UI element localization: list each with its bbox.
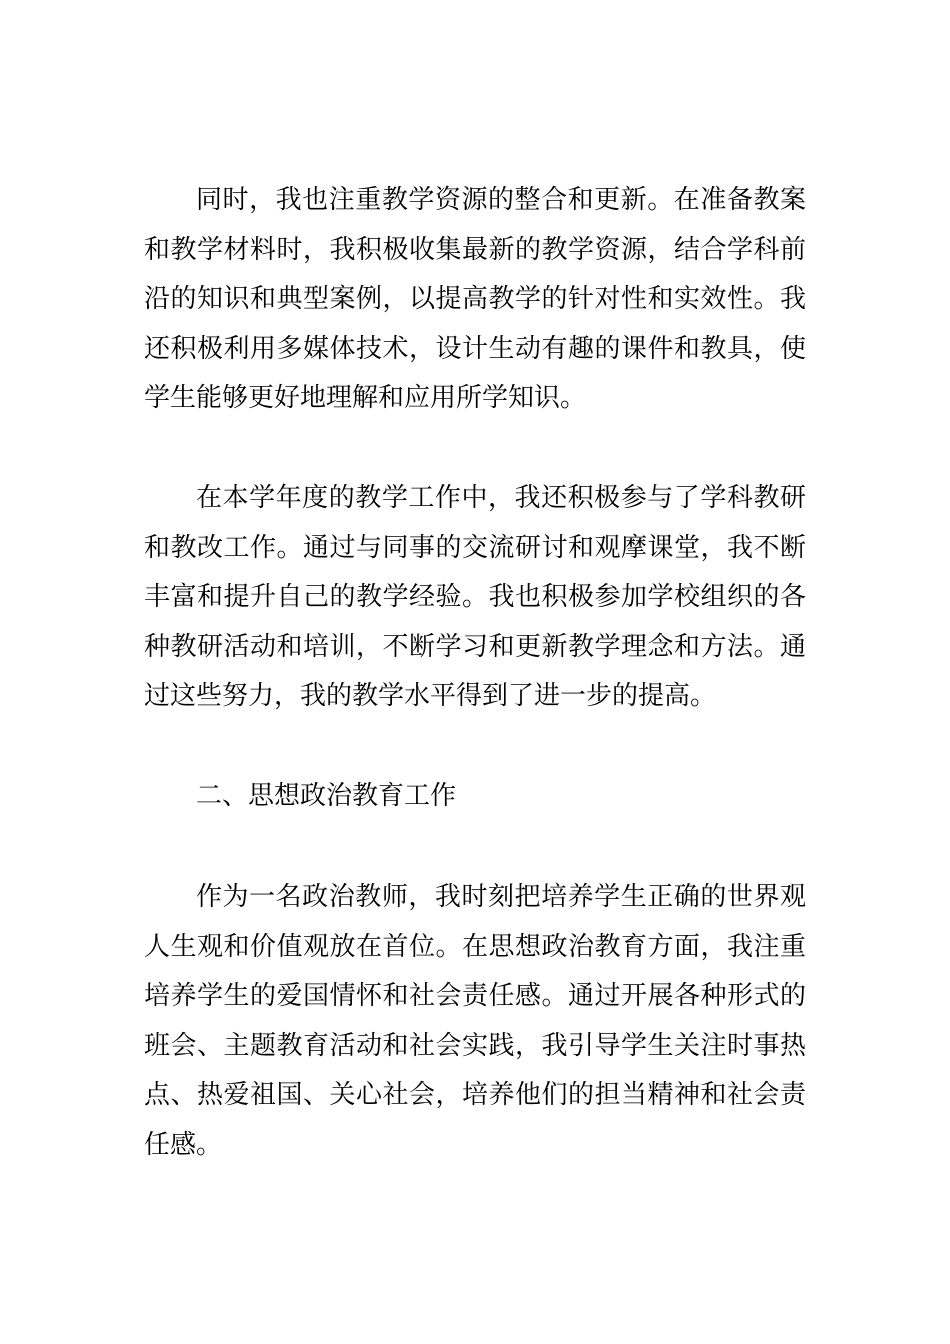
- text-line: 在本学年度的教学工作中，我还积极参与了学科教研: [196, 483, 806, 513]
- text-line: 种教研活动和培训，不断学习和更新教学理念和方法。通: [144, 631, 806, 662]
- text-line: 沿的知识和典型案例，以提高教学的针对性和实效性。我: [144, 284, 806, 314]
- text-line: 任感。: [144, 1129, 223, 1160]
- text-line: 和教学材料时，我积极收集最新的教学资源，结合学科前: [144, 234, 806, 265]
- text-line: 培养学生的爱国情怀和社会责任感。通过开展各种形式的: [144, 981, 806, 1011]
- paragraph-ideological-education: [144, 873, 806, 1170]
- text-line: 学生能够更好地理解和应用所学知识。: [144, 383, 587, 413]
- text-line: 和教改工作。通过与同事的交流研讨和观摩课堂，我不断: [144, 532, 806, 563]
- text-line: 点、热爱祖国、关心社会，培养他们的担当精神和社会责: [144, 1080, 806, 1110]
- text-line: 班会、主题教育活动和社会实践，我引导学生关注时事热: [144, 1030, 806, 1061]
- text-line: 同时，我也注重教学资源的整合和更新。在准备教案: [196, 185, 806, 215]
- text-line: 丰富和提升自己的教学经验。我也积极参加学校组织的各: [144, 582, 806, 612]
- text-line: 人生观和价值观放在首位。在思想政治教育方面，我注重: [144, 931, 806, 962]
- section-heading-text: 二、思想政治教育工作: [196, 781, 457, 811]
- section-heading: [144, 772, 806, 822]
- text-line: 过这些努力，我的教学水平得到了进一步的提高。: [144, 681, 717, 711]
- paragraph-teaching-research: [144, 474, 806, 722]
- text-line: 还积极利用多媒体技术，设计生动有趣的课件和教具，使: [144, 333, 806, 364]
- paragraph-teaching-resources: [144, 176, 806, 424]
- text-line: 作为一名政治教师，我时刻把培养学生正确的世界观: [196, 882, 806, 912]
